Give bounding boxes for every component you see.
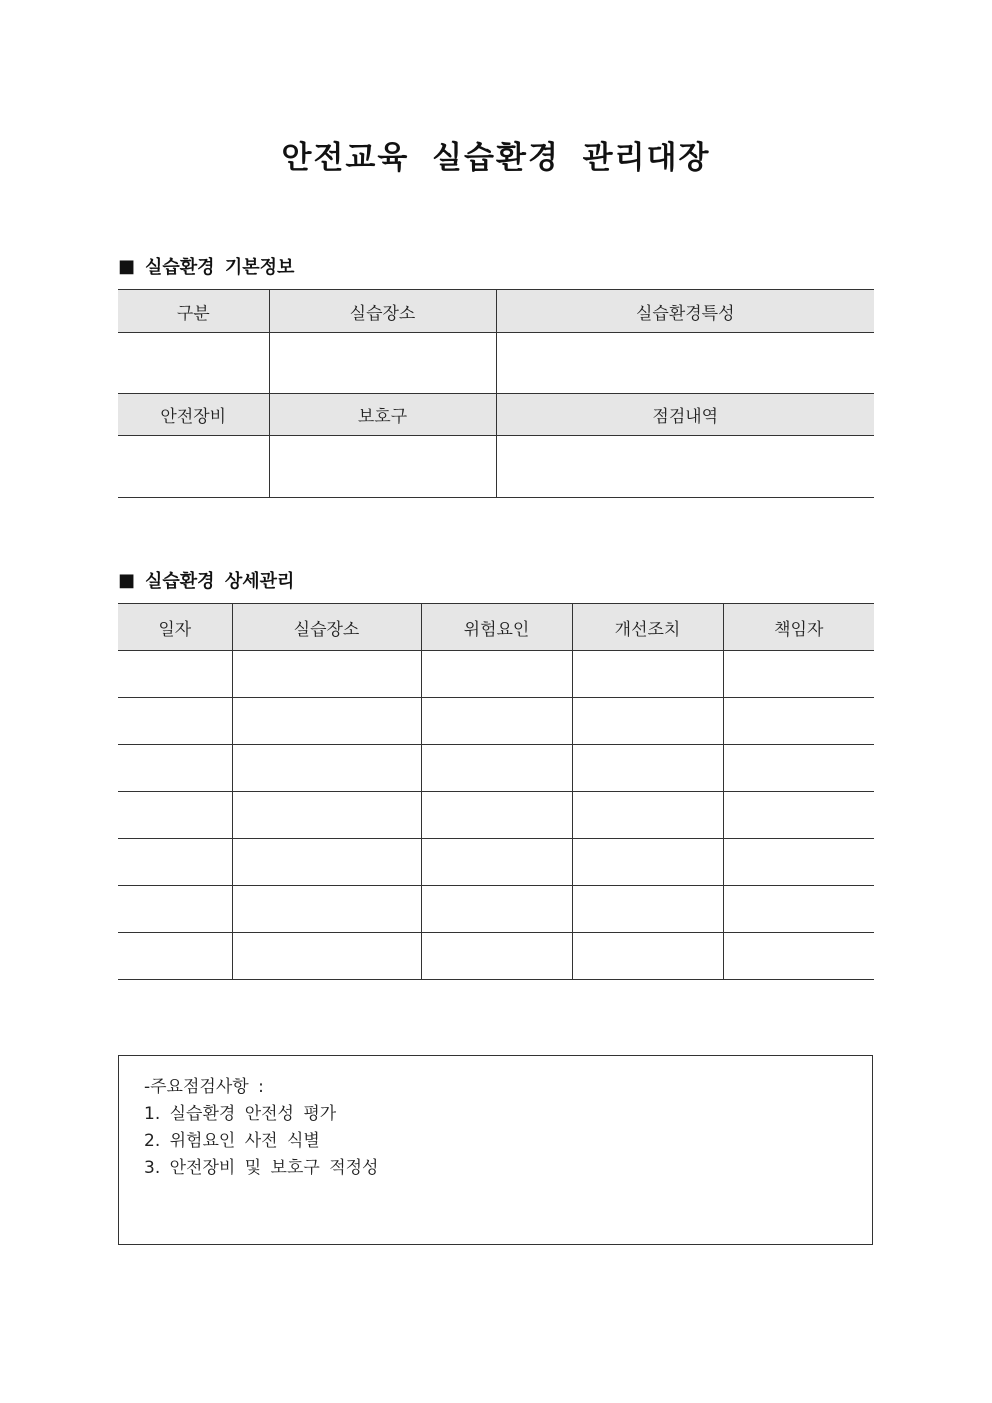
detail-header-row xyxy=(118,604,874,651)
cell-date[interactable] xyxy=(118,792,232,839)
header-cell-manager: 책임자 xyxy=(723,604,874,651)
input-cell-category[interactable] xyxy=(118,333,269,394)
page-title: 안전교육 실습환경 관리대장 xyxy=(281,140,711,176)
cell-location[interactable] xyxy=(232,886,421,933)
cell-improvement[interactable] xyxy=(572,651,723,698)
table-row xyxy=(118,933,874,980)
input-cell-inspection[interactable] xyxy=(496,436,874,498)
cell-hazard[interactable] xyxy=(421,839,572,886)
header-cell-improvement: 개선조치 xyxy=(572,604,723,651)
cell-hazard[interactable] xyxy=(421,933,572,980)
notes-title: -주요점검사항 : xyxy=(144,1077,264,1097)
cell-date[interactable] xyxy=(118,745,232,792)
header-cell-location: 실습장소 xyxy=(232,604,421,651)
cell-manager[interactable] xyxy=(723,651,874,698)
basic-info-header-row xyxy=(118,290,874,333)
input-cell-safety-equipment[interactable] xyxy=(118,436,269,498)
cell-hazard[interactable] xyxy=(421,886,572,933)
table-row xyxy=(118,698,874,745)
table-row xyxy=(118,839,874,886)
basic-info-header-row-2 xyxy=(118,394,874,436)
cell-hazard[interactable] xyxy=(421,745,572,792)
inspection-notes-box xyxy=(118,1055,873,1245)
detail-heading xyxy=(118,567,294,593)
cell-date[interactable] xyxy=(118,886,232,933)
table-row xyxy=(118,745,874,792)
basic-info-table xyxy=(118,289,874,498)
cell-improvement[interactable] xyxy=(572,886,723,933)
notes-item: 3. 안전장비 및 보호구 적정성 xyxy=(144,1158,379,1178)
cell-improvement[interactable] xyxy=(572,933,723,980)
cell-location[interactable] xyxy=(232,839,421,886)
input-cell-protective-gear[interactable] xyxy=(269,436,496,498)
cell-manager[interactable] xyxy=(723,745,874,792)
basic-info-input-row-2 xyxy=(118,436,874,498)
cell-manager[interactable] xyxy=(723,933,874,980)
cell-improvement[interactable] xyxy=(572,745,723,792)
cell-manager[interactable] xyxy=(723,839,874,886)
cell-hazard[interactable] xyxy=(421,698,572,745)
header-cell-hazard: 위험요인 xyxy=(421,604,572,651)
input-cell-location[interactable] xyxy=(269,333,496,394)
detail-heading-label: 실습환경 상세관리 xyxy=(145,571,295,592)
header-cell-date: 일자 xyxy=(118,604,232,651)
square-bullet-icon: ■ xyxy=(118,255,136,277)
cell-location[interactable] xyxy=(232,933,421,980)
notes-item: 2. 위험요인 사전 식별 xyxy=(144,1131,320,1151)
cell-manager[interactable] xyxy=(723,886,874,933)
header-cell-category: 구분 xyxy=(118,290,269,333)
header-cell-location: 실습장소 xyxy=(269,290,496,333)
table-row xyxy=(118,651,874,698)
table-row xyxy=(118,792,874,839)
cell-manager[interactable] xyxy=(723,698,874,745)
basic-info-heading xyxy=(118,253,294,279)
cell-date[interactable] xyxy=(118,698,232,745)
header-cell-protective-gear: 보호구 xyxy=(269,394,496,436)
notes-item: 1. 실습환경 안전성 평가 xyxy=(144,1104,337,1124)
cell-manager[interactable] xyxy=(723,792,874,839)
basic-info-input-row xyxy=(118,333,874,394)
cell-date[interactable] xyxy=(118,651,232,698)
header-cell-characteristics: 실습환경특성 xyxy=(496,290,874,333)
cell-hazard[interactable] xyxy=(421,651,572,698)
cell-location[interactable] xyxy=(232,698,421,745)
table-row xyxy=(118,886,874,933)
cell-improvement[interactable] xyxy=(572,792,723,839)
cell-hazard[interactable] xyxy=(421,792,572,839)
header-cell-inspection: 점검내역 xyxy=(496,394,874,436)
cell-date[interactable] xyxy=(118,839,232,886)
cell-improvement[interactable] xyxy=(572,698,723,745)
input-cell-characteristics[interactable] xyxy=(496,333,874,394)
cell-location[interactable] xyxy=(232,792,421,839)
cell-location[interactable] xyxy=(232,651,421,698)
basic-info-heading-label: 실습환경 기본정보 xyxy=(145,257,295,278)
cell-date[interactable] xyxy=(118,933,232,980)
header-cell-safety-equipment: 안전장비 xyxy=(118,394,269,436)
cell-location[interactable] xyxy=(232,745,421,792)
cell-improvement[interactable] xyxy=(572,839,723,886)
square-bullet-icon: ■ xyxy=(118,569,136,591)
detail-table xyxy=(118,603,874,980)
